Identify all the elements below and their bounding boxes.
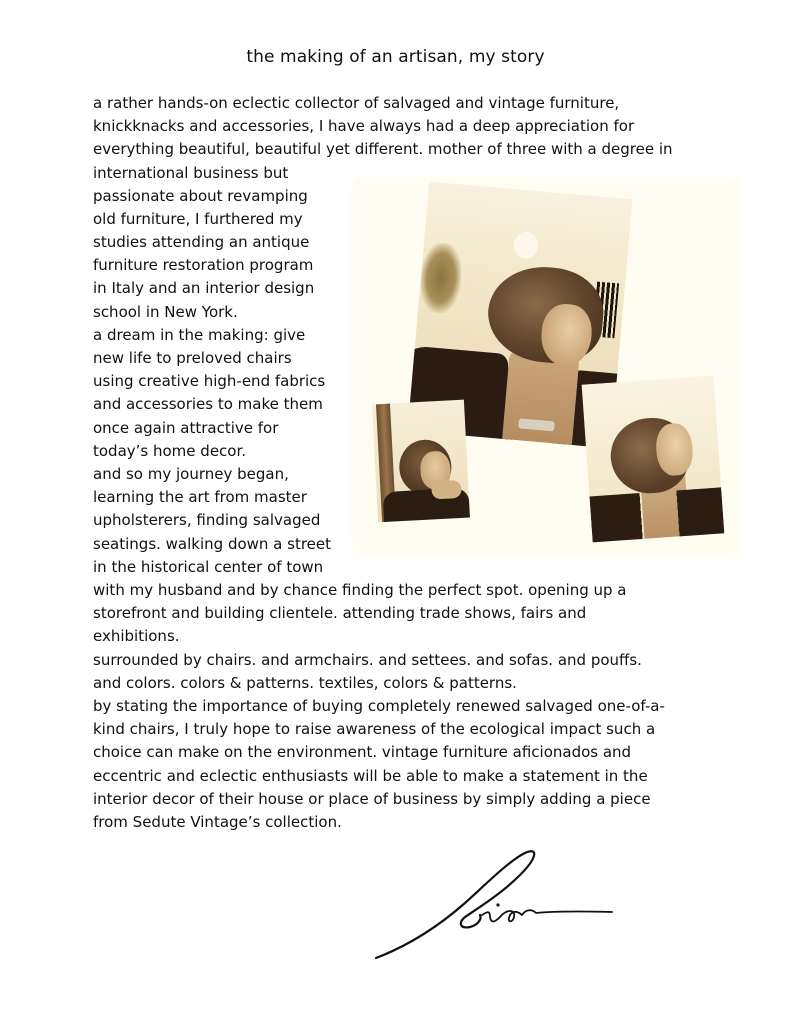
text-line: from Sedute Vintage’s collection.	[93, 812, 342, 831]
signature-dot	[496, 903, 499, 906]
text-line: passionate about revamping	[93, 186, 308, 205]
text-line: surrounded by chairs. and armchairs. and settees. and sofas. and pouffs.	[93, 650, 642, 669]
text-line: in the historical center of town	[93, 557, 324, 576]
page-title: the making of an artisan, my story	[246, 47, 545, 67]
text-line: old furniture, I furthered my	[93, 209, 303, 228]
story-column	[93, 162, 331, 579]
text-line: learning the art from master	[93, 488, 307, 507]
text-line: and so my journey began,	[93, 464, 289, 483]
photo-collage	[355, 180, 737, 552]
text-line: seatings. walking down a street	[93, 534, 332, 553]
closing-paragraph	[93, 579, 665, 834]
text-line: studies attending an antique	[93, 233, 310, 252]
text-line: choice can make on the environment. vintage furniture aficionados and	[93, 743, 632, 762]
text-line: using creative high-end fabrics	[93, 372, 326, 391]
text-line: by stating the importance of buying completely renewed salvaged one-of-a-	[93, 696, 665, 715]
signature	[370, 845, 620, 965]
photo-portrait-looking-away	[582, 376, 725, 543]
intro-paragraph	[93, 92, 673, 162]
text-line: international business but	[93, 163, 289, 182]
signature-stroke	[500, 910, 612, 921]
text-line: kind chairs, I truly hope to raise awareness of the ecological impact such a	[93, 720, 656, 739]
text-line: storefront and building clientele. attending trade shows, fairs and	[93, 604, 587, 623]
text-line: new life to preloved chairs	[93, 349, 292, 367]
text-line: upholsterers, finding salvaged	[93, 511, 321, 530]
cardigan-detail	[589, 487, 724, 542]
text-line: eccentric and eclectic enthusiasts will be able to make a statement in the	[93, 766, 648, 785]
hand-detail	[431, 480, 462, 500]
photo-portrait-resting-chin	[372, 400, 470, 523]
text-line: knickknacks and accessories, I have always had a deep appreciation for	[93, 117, 635, 136]
text-line: once again attractive for	[93, 418, 279, 437]
text-line: exhibitions.	[93, 627, 180, 646]
text-line: in Italy and an interior design	[93, 279, 315, 298]
text-line: and colors. colors & patterns. textiles, colors & patterns.	[93, 673, 517, 692]
text-line: and accessories to make them	[93, 395, 323, 414]
signature-stroke	[482, 912, 500, 921]
text-line: today’s home decor.	[93, 441, 247, 460]
text-line: interior decor of their house or place of business by simply adding a piece	[93, 789, 651, 808]
text-line: school in New York.	[93, 302, 238, 321]
text-line: everything beautiful, beautiful yet different. mother of three with a degree in	[93, 140, 673, 159]
plant-detail	[418, 241, 464, 314]
signature-stroke	[376, 851, 534, 958]
text-line: a dream in the making: give	[93, 325, 306, 344]
text-line: with my husband and by chance finding the perfect spot. opening up a	[93, 581, 627, 599]
text-line: a rather hands-on eclectic collector of salvaged and vintage furniture,	[93, 94, 620, 112]
text-line: furniture restoration program	[93, 256, 314, 275]
